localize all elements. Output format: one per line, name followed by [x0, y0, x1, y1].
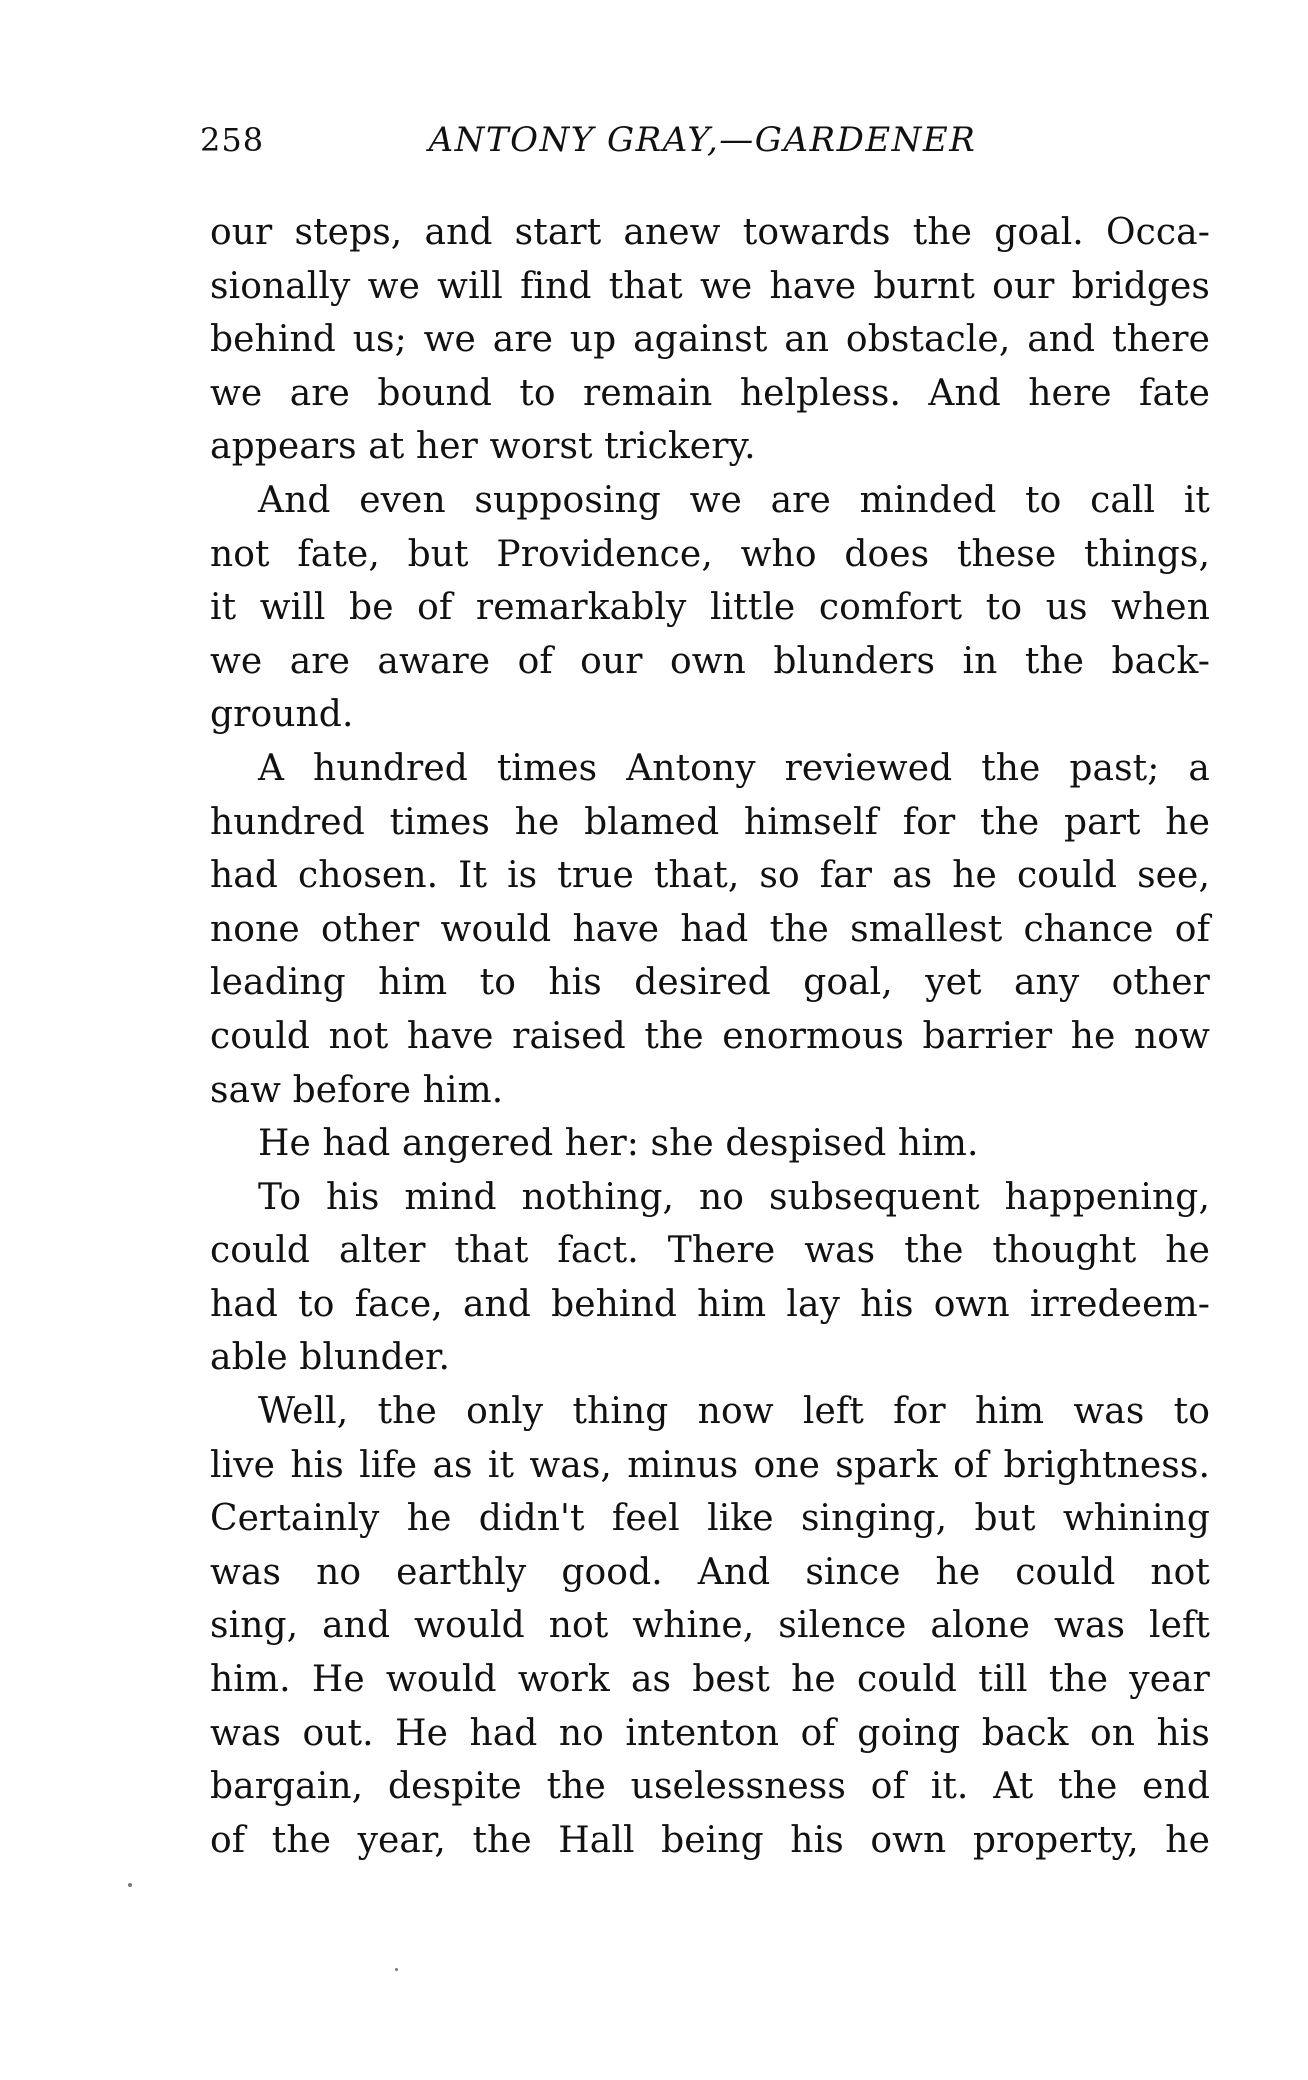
- text-line: it will be of remarkably little comfort to us when: [210, 587, 1210, 629]
- text-line: able blunder.: [210, 1337, 451, 1379]
- text-line: saw before him.: [210, 1069, 504, 1111]
- text-line: we are aware of our own blunders in the back-: [210, 640, 1210, 682]
- text-line: could alter that fact. There was the thought he: [210, 1230, 1210, 1272]
- running-head: ANTONY GRAY,—GARDENER: [428, 120, 977, 160]
- text-line: not fate, but Providence, who does these things,: [210, 533, 1210, 575]
- text-line: A hundred times Antony reviewed the past; a: [258, 747, 1210, 789]
- text-line: ground.: [210, 694, 354, 736]
- text-line: live his life as it was, minus one spark of brightness.: [210, 1444, 1210, 1486]
- page-number: 258: [200, 121, 265, 159]
- text-line: And even supposing we are minded to call it: [258, 479, 1210, 521]
- text-line: Certainly he didn't feel like singing, but whining: [210, 1498, 1210, 1540]
- scan-speck: [128, 1883, 132, 1887]
- text-line: He had angered her: she despised him.: [258, 1123, 979, 1165]
- text-line: none other would have had the smallest chance of: [210, 908, 1210, 950]
- text-line: leading him to his desired goal, yet any other: [210, 962, 1210, 1004]
- text-line: had to face, and behind him lay his own irredeem-: [210, 1283, 1210, 1325]
- text-line: was no earthly good. And since he could not: [210, 1551, 1210, 1593]
- scan-speck: [395, 1968, 398, 1971]
- text-line: appears at her worst trickery.: [210, 426, 756, 468]
- text-line: could not have raised the enormous barrier he now: [210, 1015, 1210, 1057]
- text-line: behind us; we are up against an obstacle, and there: [210, 319, 1210, 361]
- page-header: [200, 112, 1110, 168]
- text-line: we are bound to remain helpless. And here fate: [210, 372, 1210, 414]
- text-line: hundred times he blamed himself for the part he: [210, 801, 1210, 843]
- text-line: of the year, the Hall being his own property, he: [210, 1819, 1210, 1861]
- text-line: To his mind nothing, no subsequent happening,: [258, 1176, 1210, 1218]
- text-line: sionally we will find that we have burnt our bridges: [210, 265, 1210, 307]
- text-line: had chosen. It is true that, so far as he could see,: [210, 855, 1210, 897]
- body-text: [210, 206, 1210, 1867]
- text-line: sing, and would not whine, silence alone was left: [210, 1605, 1210, 1647]
- text-line: bargain, despite the uselessness of it. At the end: [210, 1766, 1210, 1808]
- text-line: was out. He had no intenton of going back on his: [210, 1712, 1210, 1754]
- text-line: our steps, and start anew towards the goal. Occa-: [210, 212, 1210, 253]
- text-line: Well, the only thing now left for him was to: [258, 1391, 1210, 1433]
- text-line: him. He would work as best he could till the year: [210, 1659, 1210, 1701]
